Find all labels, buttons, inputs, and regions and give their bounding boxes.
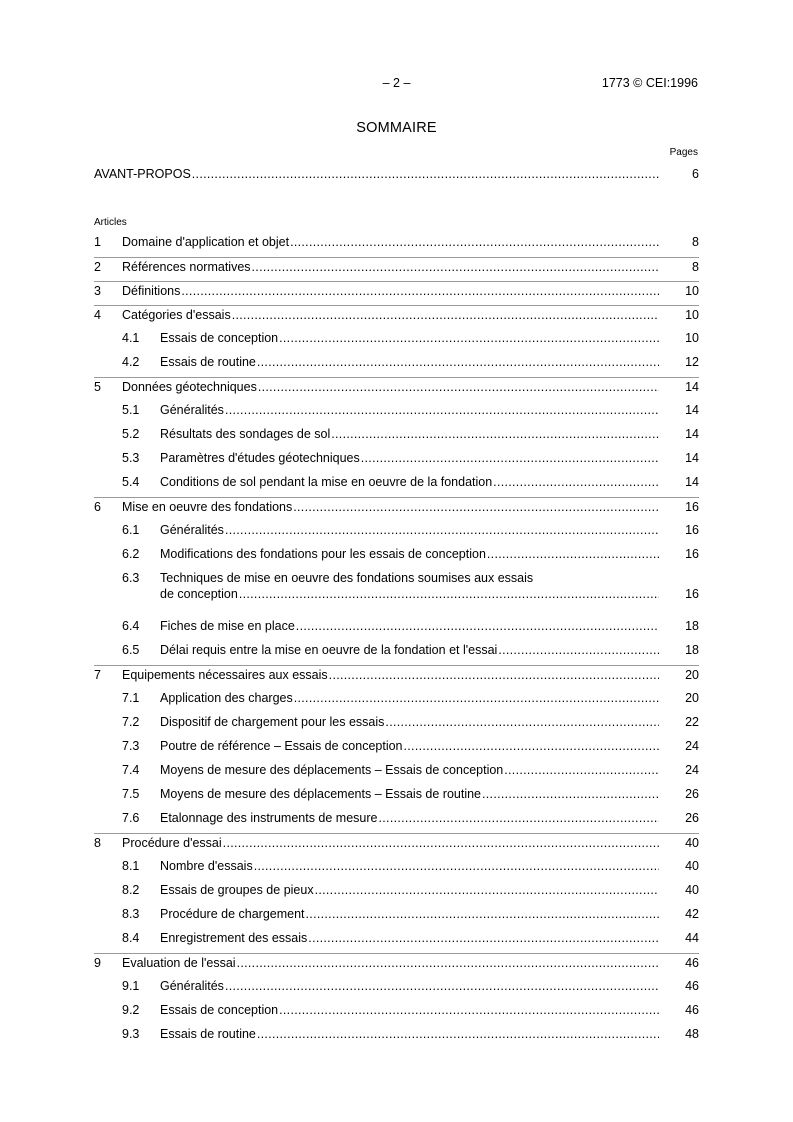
- toc-entry-page: 6: [692, 167, 699, 181]
- toc-entry[interactable]: [94, 569, 699, 617]
- toc-entry-number: 4: [94, 308, 101, 322]
- toc-entry-page: 14: [685, 451, 699, 465]
- toc-entry[interactable]: [94, 497, 699, 521]
- toc-entry[interactable]: [94, 329, 699, 353]
- toc-entry-label: Essais de routine: [160, 1027, 256, 1041]
- toc-entry-number: 6.1: [122, 523, 140, 537]
- toc-entry[interactable]: [94, 641, 699, 665]
- toc-entry-label: Essais de routine: [160, 355, 256, 369]
- toc-entry[interactable]: [94, 665, 699, 689]
- toc-entry-label: Fiches de mise en place: [160, 619, 295, 633]
- toc-entry-page: 16: [685, 547, 699, 561]
- toc-entry-number: 5.2: [122, 427, 140, 441]
- toc-entry-label: Moyens de mesure des déplacements – Essais de conception: [160, 763, 504, 777]
- toc-entry[interactable]: [94, 449, 699, 473]
- toc-entry-label: Etalonnage des instruments de mesure: [160, 811, 378, 825]
- toc-entry-label: Définitions: [122, 284, 181, 298]
- toc-entry[interactable]: [94, 809, 699, 833]
- toc-entry-label: Essais de conception: [160, 1003, 279, 1017]
- toc-entry-label: Modifications des fondations pour les essais de conception: [160, 547, 486, 561]
- toc-entry[interactable]: [94, 401, 699, 425]
- toc-entry-page: 10: [685, 308, 699, 322]
- toc-entry-page: 14: [685, 475, 699, 489]
- toc-entry-label: Evaluation de l'essai: [122, 956, 236, 970]
- toc-entry-number: 8.3: [122, 907, 140, 921]
- toc-entry[interactable]: [94, 617, 699, 641]
- toc-entry-page: 40: [685, 883, 699, 897]
- page-title: SOMMAIRE: [356, 120, 437, 136]
- toc-entry[interactable]: [94, 377, 699, 401]
- toc-entry-page: 24: [685, 739, 699, 753]
- toc-entry-label: Equipements nécessaires aux essais: [122, 668, 328, 682]
- toc-entry[interactable]: [94, 761, 699, 785]
- toc-entry-page: 46: [685, 979, 699, 993]
- toc-entry-number: 7.2: [122, 715, 140, 729]
- toc-entry-label-line1: Techniques de mise en oeuvre des fondations soumises aux essais: [160, 571, 534, 585]
- toc-entry-label: Généralités: [160, 979, 224, 993]
- table-of-contents: [94, 233, 699, 1049]
- toc-entry-page: 48: [685, 1027, 699, 1041]
- toc-entry-number: 9.2: [122, 1003, 140, 1017]
- toc-entry-page: 14: [685, 403, 699, 417]
- toc-entry[interactable]: [94, 713, 699, 737]
- toc-entry-page: 44: [685, 931, 699, 945]
- toc-entry-label: AVANT-PROPOS: [94, 167, 191, 181]
- toc-entry-number: 6.5: [122, 643, 140, 657]
- toc-entry-number: 6.2: [122, 547, 140, 561]
- toc-entry-page: 42: [685, 907, 699, 921]
- toc-entry-label: Poutre de référence – Essais de conception: [160, 739, 403, 753]
- toc-entry-foreword[interactable]: [94, 167, 699, 187]
- toc-entry[interactable]: [94, 737, 699, 761]
- toc-entry-page: 26: [685, 811, 699, 825]
- toc-entry-number: 2: [94, 260, 101, 274]
- toc-entry-label: Généralités: [160, 403, 224, 417]
- toc-entry-page: 46: [685, 1003, 699, 1017]
- toc-entry-page: 20: [685, 668, 699, 682]
- toc-entry-number: 3: [94, 284, 101, 298]
- toc-entry-page: 12: [685, 355, 699, 369]
- toc-entry-number: 4.2: [122, 355, 140, 369]
- toc-entry-page: 14: [685, 427, 699, 441]
- toc-entry-label: Essais de groupes de pieux: [160, 883, 314, 897]
- toc-entry[interactable]: [94, 689, 699, 713]
- toc-entry[interactable]: [94, 929, 699, 953]
- toc-entry-number: 5.1: [122, 403, 140, 417]
- articles-label: Articles: [94, 217, 127, 228]
- toc-entry-page: 16: [685, 523, 699, 537]
- toc-entry-number: 9.1: [122, 979, 140, 993]
- toc-entry-label: Application des charges: [160, 691, 293, 705]
- toc-entry[interactable]: [94, 977, 699, 1001]
- toc-entry-page: 8: [692, 235, 699, 249]
- toc-entry[interactable]: [94, 1001, 699, 1025]
- toc-entry-page: 18: [685, 643, 699, 657]
- toc-entry-page: 18: [685, 619, 699, 633]
- toc-entry[interactable]: [94, 881, 699, 905]
- toc-entry-number: 5: [94, 380, 101, 394]
- toc-entry[interactable]: [94, 257, 699, 281]
- toc-entry-number: 5.3: [122, 451, 140, 465]
- toc-entry-number: 7.6: [122, 811, 140, 825]
- toc-entry-page: 14: [685, 380, 699, 394]
- toc-entry-page: 46: [685, 956, 699, 970]
- toc-entry-label: de conception: [160, 587, 238, 601]
- toc-entry-label: Données géotechniques: [122, 380, 257, 394]
- toc-entry-label: Essais de conception: [160, 331, 279, 345]
- toc-entry-page: 16: [685, 587, 699, 601]
- toc-entry-page: 22: [685, 715, 699, 729]
- toc-entry-label: Procédure d'essai: [122, 836, 222, 850]
- toc-entry-label: Généralités: [160, 523, 224, 537]
- toc-entry-label: Résultats des sondages de sol: [160, 427, 331, 441]
- toc-entry-label: Procédure de chargement: [160, 907, 305, 921]
- toc-entry-page: 26: [685, 787, 699, 801]
- toc-entry[interactable]: [94, 353, 699, 377]
- toc-entry-page: 10: [685, 284, 699, 298]
- toc-entry-number: 8.4: [122, 931, 140, 945]
- toc-entry-label: Dispositif de chargement pour les essais: [160, 715, 385, 729]
- toc-entry[interactable]: [94, 953, 699, 977]
- toc-entry-label: Domaine d'application et objet: [122, 235, 290, 249]
- toc-entry-label: Paramètres d'études géotechniques: [160, 451, 360, 465]
- toc-entry[interactable]: [94, 545, 699, 569]
- toc-entry-number: 8.2: [122, 883, 140, 897]
- toc-entry[interactable]: [94, 425, 699, 449]
- toc-entry-page: 40: [685, 859, 699, 873]
- toc-entry-label: Nombre d'essais: [160, 859, 253, 873]
- toc-entry[interactable]: [94, 521, 699, 545]
- toc-entry[interactable]: [94, 233, 699, 257]
- toc-entry-number: 6.3: [122, 571, 140, 585]
- toc-entry-number: 7: [94, 668, 101, 682]
- toc-entry[interactable]: [94, 281, 699, 305]
- toc-entry-label: Moyens de mesure des déplacements – Essais de routine: [160, 787, 482, 801]
- toc-entry-label: Conditions de sol pendant la mise en oeuvre de la fondation: [160, 475, 493, 489]
- toc-entry-page: 10: [685, 331, 699, 345]
- toc-entry-page: 40: [685, 836, 699, 850]
- toc-entry[interactable]: [94, 785, 699, 809]
- toc-entry-number: 8.1: [122, 859, 140, 873]
- toc-entry[interactable]: [94, 1025, 699, 1049]
- toc-entry-number: 1: [94, 235, 101, 249]
- toc-entry-number: 8: [94, 836, 101, 850]
- toc-entry-label: Mise en oeuvre des fondations: [122, 500, 293, 514]
- toc-entry-label: Catégories d'essais: [122, 308, 231, 322]
- toc-entry-page: 24: [685, 763, 699, 777]
- toc-entry-number: 5.4: [122, 475, 140, 489]
- toc-entry-number: 4.1: [122, 331, 140, 345]
- toc-entry-page: 20: [685, 691, 699, 705]
- toc-entry[interactable]: [94, 905, 699, 929]
- toc-entry-number: 6: [94, 500, 101, 514]
- toc-entry-label: Délai requis entre la mise en oeuvre de la fondation et l'essai: [160, 643, 498, 657]
- toc-entry-page: 8: [692, 260, 699, 274]
- standard-reference: 1773 © CEI:1996: [601, 76, 698, 90]
- toc-entry-number: 6.4: [122, 619, 140, 633]
- toc-entry-number: 7.4: [122, 763, 140, 777]
- toc-entry[interactable]: [94, 305, 699, 329]
- toc-entry-label: Références normatives: [122, 260, 251, 274]
- toc-entry-number: 9: [94, 956, 101, 970]
- toc-entry-number: 7.5: [122, 787, 140, 801]
- pages-column-label: Pages: [669, 147, 698, 158]
- toc-entry-number: 7.3: [122, 739, 140, 753]
- toc-entry-number: 9.3: [122, 1027, 140, 1041]
- toc-entry-page: 16: [685, 500, 699, 514]
- toc-entry-label: Enregistrement des essais: [160, 931, 308, 945]
- toc-entry[interactable]: [94, 857, 699, 881]
- toc-entry[interactable]: [94, 833, 699, 857]
- toc-entry[interactable]: [94, 473, 699, 497]
- toc-entry-number: 7.1: [122, 691, 140, 705]
- page-number: – 2 –: [382, 76, 411, 90]
